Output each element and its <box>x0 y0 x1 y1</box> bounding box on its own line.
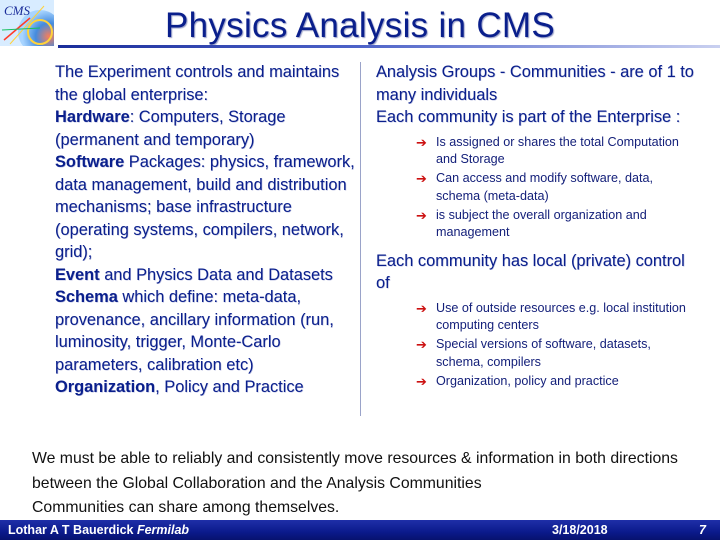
list-item: ➔ is subject the overall organization and management <box>416 207 647 239</box>
arrow-right-icon: ➔ <box>416 373 427 389</box>
left-item-experiment: The Experiment controls and maintains the global enterprise: <box>55 63 340 104</box>
cms-logo-text: CMS <box>4 3 30 18</box>
left-item-event-data: Event and Physics Data and Datasets <box>55 265 333 284</box>
left-column <box>55 61 355 399</box>
conclusion-line-2: Communities can share among themselves. <box>32 499 340 516</box>
page-title: Physics Analysis in CMS <box>164 6 556 45</box>
right-column <box>376 61 696 398</box>
left-item-hardware: Hardware: Computers, Storage (permanent and temporary) <box>55 108 286 149</box>
arrow-right-icon: ➔ <box>416 134 427 150</box>
conclusion-text <box>32 447 702 521</box>
list-item: ➔ Is assigned or shares the total Computation and Storage <box>416 134 679 166</box>
left-item-organization: Organization, Policy and Practice <box>55 378 304 396</box>
left-item-schema: Schema which define: meta-data, provenance, ancillary information (run, luminosity, trigger, Monte-Carlo parameters, calibration etc) <box>55 288 334 374</box>
list-item: ➔ Use of outside resources e.g. local institution computing centers <box>416 300 686 332</box>
left-item-software: Software Packages: physics, framework, data management, build and distribution mechanisms; base infrastructure (operating systems, compilers, network, grid); <box>55 153 355 261</box>
arrow-right-icon: ➔ <box>416 207 427 223</box>
arrow-right-icon: ➔ <box>416 171 427 186</box>
column-divider <box>360 62 361 416</box>
list-item: ➔ Can access and modify software, data, schema (meta-data) <box>416 171 654 203</box>
footer-bar <box>0 520 720 540</box>
title-rule <box>58 45 720 48</box>
enterprise-list <box>376 134 696 242</box>
footer-date: 3/18/2018 <box>552 523 608 537</box>
conclusion-line-1: We must be able to reliably and consistently move resources & information in both directions between the Global Collaboration and the Analysis Communities <box>32 450 678 492</box>
right-heading-enterprise: Each community is part of the Enterprise : <box>376 108 681 126</box>
local-control-list <box>376 300 696 391</box>
arrow-right-icon: ➔ <box>416 300 427 316</box>
list-item: ➔ Organization, policy and practice <box>416 373 619 389</box>
arrow-right-icon: ➔ <box>416 337 427 352</box>
list-item: ➔ Special versions of software, datasets, schema, compilers <box>416 337 651 369</box>
right-heading-local-control: Each community has local (private) control of <box>376 251 685 292</box>
footer-page-number: 7 <box>699 523 706 537</box>
footer-author: Lothar A T Bauerdick Fermilab <box>8 523 190 537</box>
right-heading-groups: Analysis Groups - Communities - are of 1 to many individuals <box>376 63 694 104</box>
